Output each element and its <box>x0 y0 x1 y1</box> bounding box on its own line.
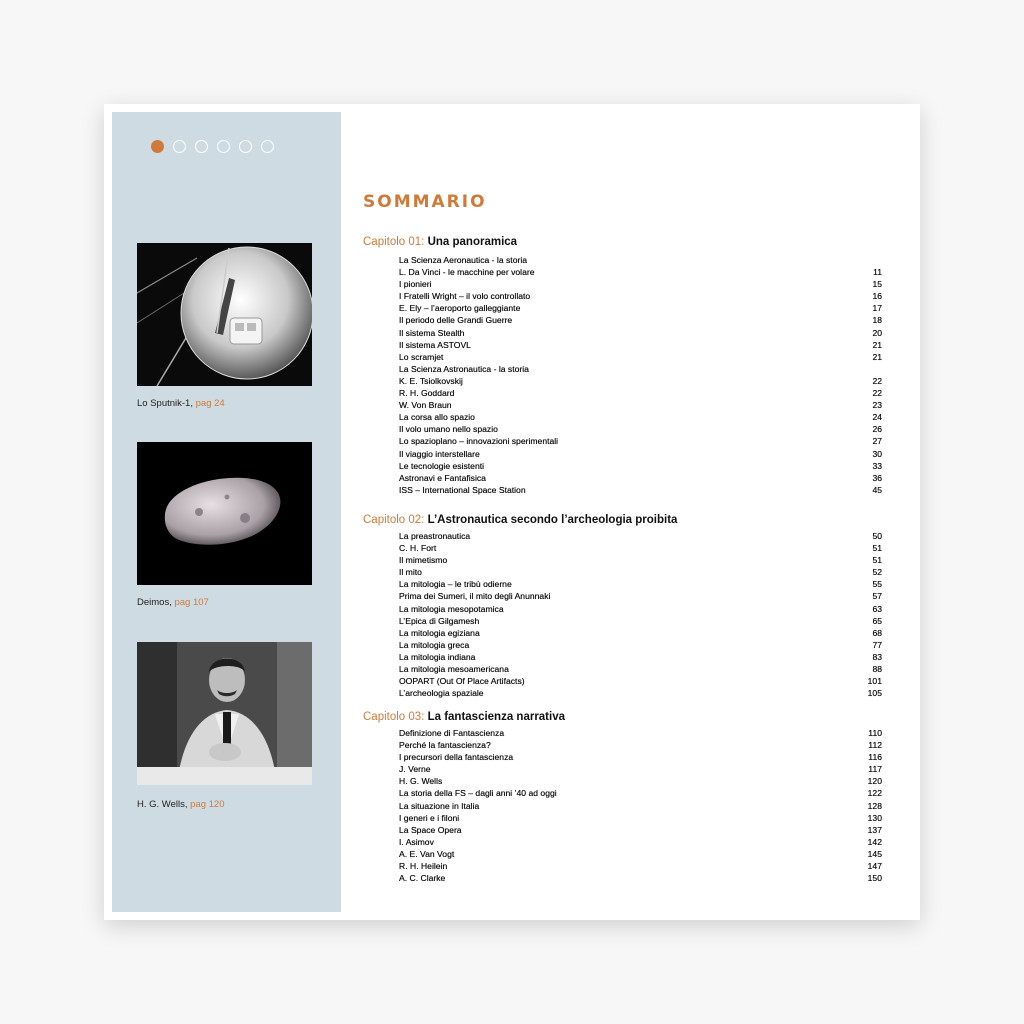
toc-entry-page: 21 <box>872 351 882 362</box>
toc-entry-page: 117 <box>868 764 882 775</box>
toc-entry-page: 68 <box>872 627 882 638</box>
toc-entry[interactable] <box>399 639 882 651</box>
toc-entry-title: A. E. Van Vogt <box>399 848 455 859</box>
toc-entry[interactable] <box>399 302 882 314</box>
toc-entry-title: Il mimetismo <box>399 555 448 566</box>
book-page <box>104 104 920 920</box>
toc-entry[interactable] <box>399 615 882 627</box>
toc-entry-page: 112 <box>868 740 882 751</box>
toc-entry-page: 17 <box>872 303 882 314</box>
toc-entry[interactable] <box>399 266 882 278</box>
hg-wells-photo <box>137 642 312 785</box>
toc-entry-title: La mitologia – le tribù odierne <box>399 579 512 590</box>
page-indicator <box>151 140 283 153</box>
toc-entry-page: 55 <box>872 579 882 590</box>
page-dot[interactable] <box>151 140 164 153</box>
toc-entry[interactable] <box>399 484 882 496</box>
toc-entry-page: 33 <box>872 460 882 471</box>
toc-entry-page: 110 <box>868 728 882 738</box>
chapter-title: La fantascienza narrativa <box>427 711 565 723</box>
caption-text: Deimos, <box>137 597 172 608</box>
toc-entry-title: Il volo umano nello spazio <box>399 424 498 435</box>
caption-page-link[interactable]: pag 120 <box>190 799 225 810</box>
toc-entry-title: J. Verne <box>399 764 431 775</box>
toc-entry-page: 18 <box>872 315 882 326</box>
toc-entry[interactable] <box>399 860 882 872</box>
toc-entry-page: 30 <box>872 448 882 459</box>
toc-entry[interactable] <box>399 290 882 302</box>
toc-entry-title: ISS – International Space Station <box>399 484 526 495</box>
toc-entry-title: I generi e i filoni <box>399 812 460 823</box>
toc-entry[interactable] <box>399 554 882 566</box>
page-dot[interactable] <box>239 140 252 153</box>
toc-entry[interactable] <box>399 375 882 387</box>
toc-entry[interactable] <box>399 751 882 763</box>
toc-entry-page: 130 <box>867 812 882 823</box>
toc-entry-page: 116 <box>868 752 882 763</box>
toc-entry-page: 50 <box>872 531 882 541</box>
toc-entry-page: 45 <box>872 484 882 495</box>
caption-text: Lo Sputnik-1, <box>137 398 193 409</box>
toc-entry-title: Le tecnologie esistenti <box>399 460 485 471</box>
toc-entry[interactable] <box>399 435 882 447</box>
chapter-title: Una panoramica <box>427 236 518 248</box>
toc-entry[interactable] <box>399 399 882 411</box>
toc-entry-page: 22 <box>872 388 882 399</box>
toc-entry-page: 65 <box>872 615 882 626</box>
toc-entry-page: 150 <box>867 873 882 884</box>
toc-entry-title: Lo spazioplano – innovazioni sperimentali <box>399 436 559 447</box>
chapter-number: Capitolo 03: <box>363 711 425 723</box>
toc-entry-page: 57 <box>872 591 882 602</box>
deimos-photo <box>137 442 312 585</box>
toc-entry-title: La preastronautica <box>399 531 471 541</box>
toc-entry[interactable] <box>399 739 882 751</box>
toc-entry-page: 52 <box>872 567 882 578</box>
toc-entry-page: 63 <box>872 603 882 614</box>
toc-entry[interactable] <box>399 423 882 435</box>
page-dot[interactable] <box>195 140 208 153</box>
caption-page-link[interactable]: pag 107 <box>174 597 209 608</box>
toc-entry-page: 145 <box>867 848 882 859</box>
toc-entry-title: Lo scramjet <box>399 351 444 362</box>
toc-entry-page: 88 <box>872 664 882 675</box>
toc-entry[interactable] <box>399 872 882 884</box>
toc-entry-page: 20 <box>872 327 882 338</box>
toc-entry[interactable] <box>399 663 882 675</box>
toc-entry[interactable] <box>399 848 882 860</box>
toc-title: SOMMARIO <box>363 192 487 212</box>
toc-entry-title: R. H. Goddard <box>399 388 455 399</box>
chapter-heading[interactable] <box>363 514 677 526</box>
toc-entry-title: Il viaggio interstellare <box>399 448 480 459</box>
toc-entry[interactable] <box>399 363 882 375</box>
toc-entry-title: La storia della FS – dagli anni ’40 ad oggi <box>399 788 557 799</box>
toc-entry-title: La mitologia mesoamericana <box>399 664 509 675</box>
chapter-number: Capitolo 01: <box>363 236 425 248</box>
toc-entry[interactable] <box>399 578 882 590</box>
caption-page-link[interactable]: pag 24 <box>195 398 225 409</box>
toc-entry-title: La Space Opera <box>399 824 462 835</box>
toc-entry[interactable] <box>399 387 882 399</box>
toc-entry[interactable] <box>399 472 882 484</box>
toc-entry-title: E. Ely – l’aeroporto galleggiante <box>399 303 521 314</box>
sputnik-photo <box>137 243 312 386</box>
toc-entry[interactable] <box>399 800 882 812</box>
toc-entry[interactable] <box>399 542 882 554</box>
toc-entry[interactable] <box>399 651 882 663</box>
page-dot[interactable] <box>173 140 186 153</box>
toc-entry-title: La situazione in Italia <box>399 800 480 811</box>
toc-entry-title: L’archeologia spaziale <box>399 688 484 699</box>
toc-entry-title: L. Da Vinci - le macchine per volare <box>399 267 535 278</box>
toc-entry-title: La mitologia greca <box>399 639 470 650</box>
toc-entry-page: 147 <box>867 861 882 872</box>
chapter-entries <box>399 254 882 496</box>
toc-entry[interactable] <box>399 327 882 339</box>
toc-entry-title: Il sistema ASTOVL <box>399 339 471 350</box>
toc-entry-page: 11 <box>873 267 882 278</box>
toc-entry-title: Il mito <box>399 567 422 578</box>
toc-entry[interactable] <box>399 775 882 787</box>
toc-entry-title: La mitologia egiziana <box>399 627 480 638</box>
toc-entry[interactable] <box>399 824 882 836</box>
toc-entry-page: 128 <box>867 800 882 811</box>
wells-caption <box>137 799 224 810</box>
page-dot[interactable] <box>217 140 230 153</box>
toc-entry-title: Il sistema Stealth <box>399 327 465 338</box>
toc-entry[interactable] <box>399 812 882 824</box>
toc-entry[interactable] <box>399 314 882 326</box>
page-dot[interactable] <box>261 140 274 153</box>
toc-entry-page: 51 <box>872 543 882 554</box>
table-of-contents <box>363 104 883 920</box>
toc-entry[interactable] <box>399 278 882 290</box>
toc-entry-page: 15 <box>872 279 882 290</box>
toc-entry[interactable] <box>399 590 882 602</box>
sputnik-caption <box>137 398 225 409</box>
chapter-heading[interactable] <box>363 236 517 248</box>
toc-entry-page: 36 <box>872 472 882 483</box>
toc-entry-page <box>860 363 882 375</box>
toc-entry[interactable] <box>399 763 882 775</box>
toc-entry-page: 16 <box>872 291 882 302</box>
toc-entry-title: Perché la fantascienza? <box>399 740 491 751</box>
toc-entry-title: Astronavi e Fantafisica <box>399 472 486 483</box>
toc-entry[interactable] <box>399 603 882 615</box>
toc-entry-title: I pionieri <box>399 279 432 290</box>
toc-entry-page: 21 <box>872 339 882 350</box>
toc-entry-page: 26 <box>872 424 882 435</box>
toc-entry-title: Definizione di Fantascienza <box>399 728 505 738</box>
toc-entry[interactable] <box>399 787 882 799</box>
toc-entry-title: La mitologia mesopotamica <box>399 603 504 614</box>
toc-entry-page: 23 <box>872 400 882 411</box>
toc-entry-page: 24 <box>872 412 882 423</box>
toc-entry-title: La Scienza Astronautica - la storia <box>399 363 529 374</box>
toc-entry-page: 83 <box>872 651 882 662</box>
toc-entry-title: L’Epica di Gilgamesh <box>399 615 480 626</box>
toc-entry-page: 101 <box>867 676 882 687</box>
toc-entry[interactable] <box>399 339 882 351</box>
toc-entry-page: 122 <box>867 788 882 799</box>
toc-entry-title: La Scienza Aeronautica - la storia <box>399 255 528 265</box>
chapter-entries <box>399 727 882 884</box>
toc-entry-title: La corsa allo spazio <box>399 412 475 423</box>
toc-entry-page <box>860 254 882 266</box>
chapter-number: Capitolo 02: <box>363 514 425 526</box>
toc-entry[interactable] <box>399 566 882 578</box>
toc-entry[interactable] <box>399 727 882 739</box>
chapter-heading[interactable] <box>363 711 565 723</box>
toc-entry-page: 137 <box>867 824 882 835</box>
toc-entry-page: 22 <box>872 375 882 386</box>
toc-entry[interactable] <box>399 411 882 423</box>
toc-entry[interactable] <box>399 351 882 363</box>
chapter-title: L’Astronautica secondo l’archeologia proibita <box>427 514 678 526</box>
toc-entry-title: I precursori della fantascienza <box>399 752 514 763</box>
deimos-caption <box>137 597 209 608</box>
toc-entry-title: H. G. Wells <box>399 776 443 787</box>
toc-entry-title: R. H. Heilein <box>399 861 448 872</box>
toc-entry[interactable] <box>399 448 882 460</box>
toc-entry-page: 51 <box>872 555 882 566</box>
toc-entry-title: I Fratelli Wright – il volo controllato <box>399 291 531 302</box>
toc-entry[interactable] <box>399 627 882 639</box>
toc-entry-title: OOPART (Out Of Place Artifacts) <box>399 676 525 687</box>
toc-entry-page: 142 <box>867 836 882 847</box>
toc-entry-title: La mitologia indiana <box>399 651 476 662</box>
toc-entry-page: 77 <box>872 639 882 650</box>
toc-entry-title: W. Von Braun <box>399 400 452 411</box>
toc-entry-title: Il periodo delle Grandi Guerre <box>399 315 513 326</box>
toc-entry[interactable] <box>399 675 882 687</box>
toc-entry-title: A. C. Clarke <box>399 873 446 884</box>
toc-entry[interactable] <box>399 254 882 266</box>
chapter-entries <box>399 530 882 699</box>
sidebar <box>112 112 341 912</box>
toc-entry-title: I. Asimov <box>399 836 434 847</box>
toc-entry-page: 27 <box>872 436 882 447</box>
toc-entry[interactable] <box>399 687 882 699</box>
toc-entry-page: 120 <box>867 776 882 787</box>
toc-entry-title: C. H. Fort <box>399 543 437 554</box>
toc-entry-title: K. E. Tsiolkovskij <box>399 375 463 386</box>
toc-entry[interactable] <box>399 836 882 848</box>
caption-text: H. G. Wells, <box>137 799 188 810</box>
toc-entry[interactable] <box>399 530 882 542</box>
toc-entry[interactable] <box>399 460 882 472</box>
toc-entry-page: 105 <box>867 688 882 699</box>
toc-entry-title: Prima dei Sumeri, il mito degli Anunnaki <box>399 591 551 602</box>
